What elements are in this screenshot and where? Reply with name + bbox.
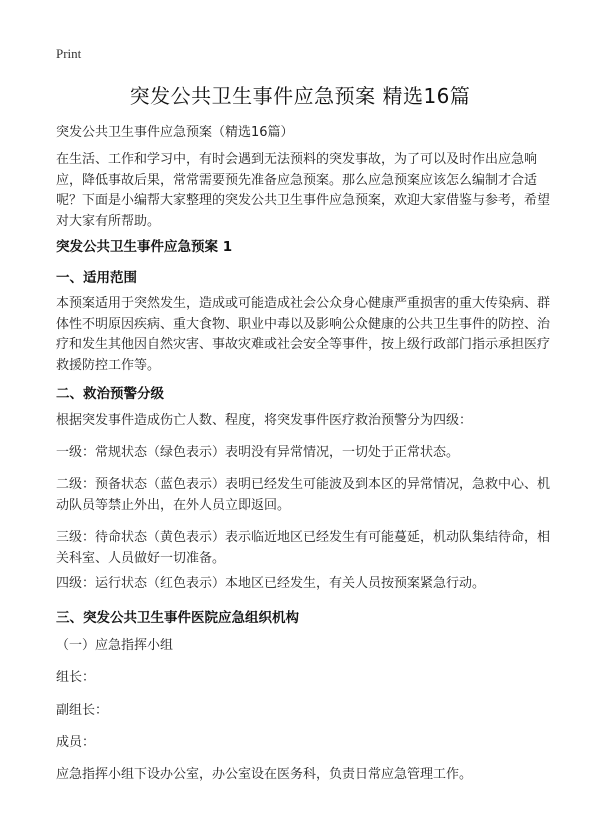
print-label: Print [56,46,82,61]
members-line: 成员： [56,735,96,750]
document-subtitle: 突发公共卫生事件应急预案（精选16篇） [56,125,294,140]
level2-text: 二级：预备状态（蓝色表示）表明已经发生可能波及到本区的异常情况，急救中心、机动队员等禁止外出，在外人员立即返回。 [56,477,551,513]
section1-heading: 一、适用范围 [56,270,137,286]
section2-heading: 二、救治预警分级 [56,386,164,402]
intro-paragraph: 在生活、工作和学习中，有时会遇到无法预料的突发事故，为了可以及时作出应急响应，降低事故后果，常常需要预先准备应急预案。那么应急预案应该怎么编制才合适呢？下面是小编帮大家整理的突发公共卫生事件应急预案，欢迎大家借鉴与参考，希望对大家有所帮助。 [56,152,551,229]
document-title: 突发公共卫生事件应急预案 精选16篇 [129,84,471,108]
section1-body: 本预案适用于突然发生，造成或可能造成社会公众身心健康严重损害的重大传染病、群体性不明原因疾病、重大食物、职业中毒以及影响公众健康的公共卫生事件的防控、治疗和发生其他因自然灾害、事故灾难或社会安全等事件，按上级行政部门指示承担医疗救援防控工作等。 [56,296,551,373]
level4-text: 四级：运行状态（红色表示）本地区已经发生，有关人员按预案紧急行动。 [56,576,486,591]
level3-text: 三级：待命状态（黄色表示）表示临近地区已经发生有可能蔓延，机动队集结待命，相关科室、人员做好一切准备。 [56,530,551,566]
level1-text: 一级：常规状态（绿色表示）表明没有异常情况，一切处于正常状态。 [56,445,460,460]
deputy-line: 副组长： [56,703,109,718]
leader-line: 组长： [56,670,96,685]
subsection1-heading: （一）应急指挥小组 [56,638,174,653]
office-paragraph: 应急指挥小组下设办公室，办公室设在医务科，负责日常应急管理工作。 [56,767,473,782]
section3-heading: 三、突发公共卫生事件医院应急组织机构 [56,610,299,626]
plan-heading: 突发公共卫生事件应急预案 1 [56,239,233,255]
section2-intro: 根据突发事件造成伤亡人数、程度，将突发事件医疗救治预警分为四级： [56,413,473,428]
